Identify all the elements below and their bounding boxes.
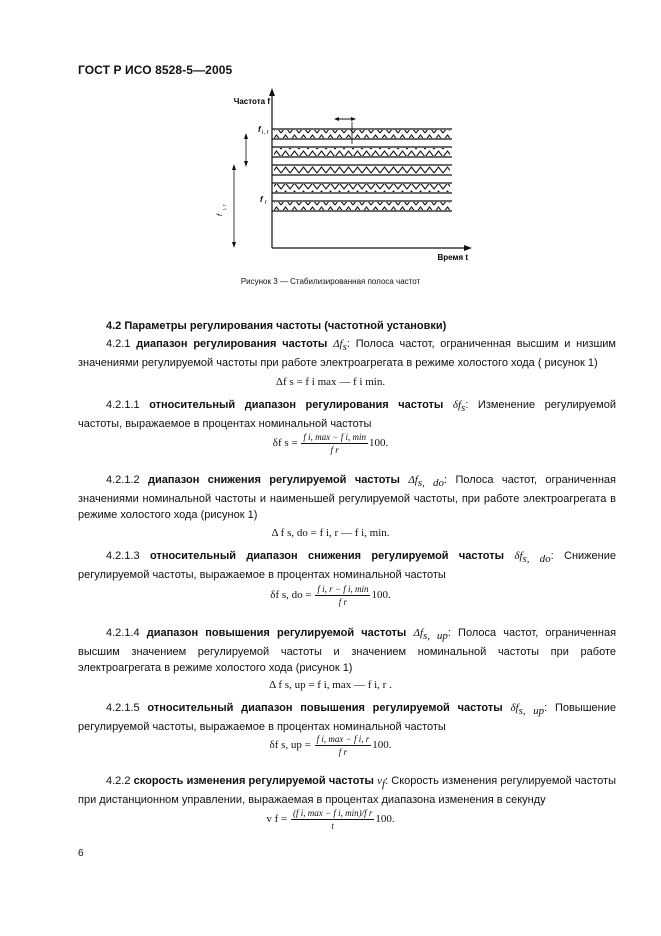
dimension-label: f <box>217 214 224 216</box>
section-4-2-2: 4.2.2 скорость изменения регулируемой частоты $v_f$: Скорость изменения регулируемой частоты при дистанционном управлении, выражаемая в процентах диапазона изменения в секунду <box>78 775 617 807</box>
section-4-2-1-5: 4.2.1.5 относительный диапазон повышения регулируемой частоты $\delta f_{s, up}$: Повышение регулируемой частоты, выражаемое в процентах номинальной частоты <box>78 702 616 734</box>
label-fir-sub: i, r <box>262 130 269 136</box>
frequency-bands <box>272 129 452 211</box>
page-number: 6 <box>78 848 84 859</box>
figure-caption: Рисунок 3 — Стабилизированная полоса частот <box>240 277 421 286</box>
formula-7: v f = $\frac{\text{(f i, max − f i, min)/f r}}{t}$ 100. <box>266 808 395 831</box>
label-fir: f <box>258 125 261 134</box>
section-4-2-1-1: 4.2.1.1 относительный диапазон регулирования частоты $\delta f_s$: Изменение регулируемой частоты, выражаемое в процентах номинальной частоты <box>78 399 616 431</box>
dimension-label-sub: i, r <box>222 204 228 210</box>
formula-4: δf s, do = $\frac{\text{f i, r − f i, min}}{\text{f r}}$ 100. <box>270 584 391 607</box>
section-4-2-heading: 4.2 Параметры регулирования частоты (частотной установки) <box>106 320 447 332</box>
formula-5: Δ f s, up = f i, max — f i, r . <box>269 679 392 691</box>
section-4-2-1-2: 4.2.1.2 диапазон снижения регулируемой частоты $\Delta f_{s, do}$: Полоса частот, ограниченная значениями номинальной частоты и наименьшей регулируемой частоты, при работе электроагрегата в режиме холостого хода (рисунок 1) <box>78 474 616 522</box>
formula-2: δf s = $\frac{\text{f i, max − f i, min}}{\text{f r}}$ 100. <box>272 432 389 455</box>
section-4-2-1-4: 4.2.1.4 диапазон повышения регулируемой частоты $\Delta f_{s, up}$: Полоса частот, ограниченная высшим значением регулируемой частоты и значением номинальной частоты при работе электроагрегата в режиме холостого хода (рисунок 1) <box>78 627 617 675</box>
y-axis-label: Частота f <box>233 97 270 106</box>
formula-3: Δ f s, do = f i, r — f i, min. <box>271 527 390 539</box>
section-4-2-1: 4.2.1 диапазон регулирования частоты $\Delta f_s$: Полоса частот, ограниченная высшим и низшим значениями регулируемой частоты при работе электроагрегата в режиме холостого хода ( рисунок 1) <box>78 338 616 370</box>
document-header: ГОСТ Р ИСО 8528-5—2005 <box>78 63 233 77</box>
section-4-2-1-3: 4.2.1.3 относительный диапазон снижения регулируемой частоты $\delta f_{s, do}$: Снижение регулируемой частоты, выражаемое в процентах номинальной частоты <box>78 550 616 582</box>
formula-6: δf s, up = $\frac{\text{f i, max − f i, r}}{\text{f r}}$ 100. <box>269 734 392 757</box>
x-axis-label: Время t <box>437 253 468 262</box>
label-fr: f <box>260 195 263 204</box>
label-fr-sub: r <box>265 200 267 206</box>
frequency-band-figure <box>200 86 480 274</box>
formula-1: Δf s = f i max — f i min. <box>275 376 386 388</box>
